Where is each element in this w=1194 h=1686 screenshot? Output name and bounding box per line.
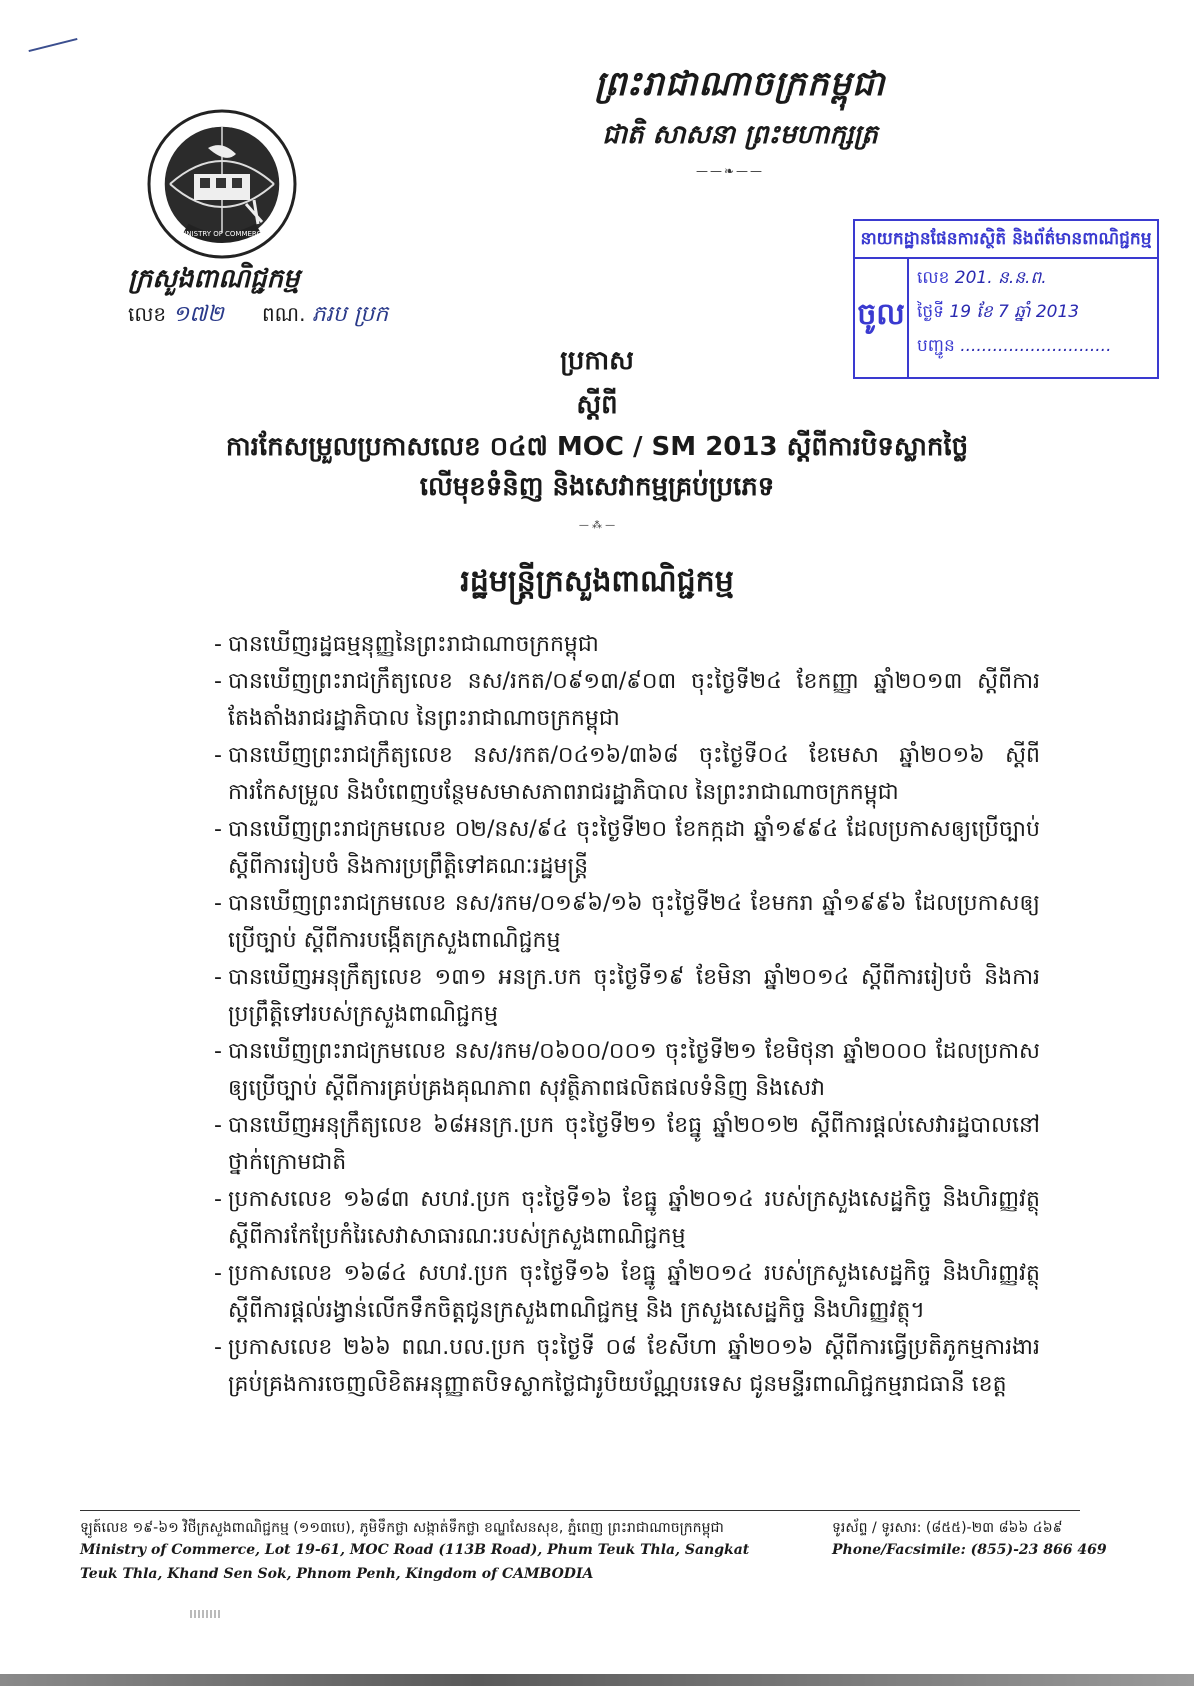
footer-address-kh: ឡូត៍លេខ ១៩-៦១ វិថីក្រសួងពាណិជ្ជកម្ម (១១៣បេ), ភូមិទឹកថ្លា សង្កាត់ទឹកថ្លា ខណ្ឌសែនសុខ, ភ្នំពេញ ព្រះរាជាណាចក្រកម្ពុជា xyxy=(80,1520,724,1536)
issuer-title: រដ្ឋមន្ត្រីក្រសួងពាណិជ្ជកម្ម xyxy=(460,564,734,599)
stamp-number-value: 201. ន.ន.ព. xyxy=(954,268,1047,288)
ref-prefix: លេខ xyxy=(128,302,167,326)
national-motto: ជាតិ សាសនា ព្រះមហាក្សត្រ xyxy=(602,120,878,150)
scan-speck xyxy=(190,1610,220,1618)
stamp-number-label: លេខ xyxy=(917,268,950,288)
preamble-item: - បានឃើញព្រះរាជក្រមលេខ ០២/នស/៩៤ ចុះថ្ងៃទី២០ ខែកក្កដា ឆ្នាំ១៩៩៤ ដែលប្រកាសឲ្យប្រើច្បាប់ស្ដីពីការរៀបចំ និងការប្រព្រឹត្តិទៅគណៈរដ្ឋមន្ត្រី xyxy=(214,811,1040,885)
stamp-date-label: ថ្ងៃទី xyxy=(917,302,944,322)
stamp-forward-value: ............................ xyxy=(960,336,1112,356)
stamp-side-label: ចូល xyxy=(855,257,909,377)
stamp-row-number xyxy=(917,267,1047,292)
stamp-title: នាយកដ្ឋានផែនការស្ថិតិ និងព័ត៌មានពាណិជ្ជកម្ម xyxy=(855,221,1157,259)
footer-phone-kh: ទូរស័ព្ទ / ទូរសារ: (៨៥៥)-២៣ ៨៦៦ ៤៦៩ xyxy=(832,1520,1063,1536)
title-divider: — ⁂ — xyxy=(578,520,616,531)
preamble-item: - ប្រកាសលេខ ២៦៦ ពណ.បល.ប្រក ចុះថ្ងៃទី ០៨ ខែសីហា ឆ្នាំ២០១៦ ស្ដីពីការធ្វើប្រតិភូកម្មការងារគ្រប់គ្រងការចេញលិខិតអនុញ្ញាតបិទស្លាកថ្លៃជារូបិយប័ណ្ណបរទេស ជូនមន្ទីរពាណិជ្ជកម្មរាជធានី ខេត្ត xyxy=(214,1329,1040,1403)
concerning-label: ស្ដីពី xyxy=(576,390,618,420)
ref-handwritten: ភរប ប្រក xyxy=(311,302,389,327)
stamp-forward-label: បញ្ជូន xyxy=(917,336,955,356)
footer-address-en-1: Ministry of Commerce, Lot 19-61, MOC Road (113B Road), Phum Teuk Thla, Sangkat xyxy=(80,1542,750,1558)
preamble-item: - បានឃើញអនុក្រឹត្យលេខ ៦៨អនក្រ.ប្រក ចុះថ្ងៃទី២១ ខែធ្នូ ឆ្នាំ២០១២ ស្ដីពីការផ្ដល់សេវារដ្ឋបាលនៅថ្នាក់ក្រោមជាតិ xyxy=(214,1107,1040,1181)
preamble-item: - ប្រកាសលេខ ១៦៨៣ សហវ.ប្រក ចុះថ្ងៃទី១៦ ខែធ្នូ ឆ្នាំ២០១៤ របស់ក្រសួងសេដ្ឋកិច្ច និងហិរញ្ញវត្ថុ ស្ដីពីការកែប្រែកំរៃសេវាសាធារណៈរបស់ក្រសួងពាណិជ្ជកម្ម xyxy=(214,1181,1040,1255)
ministry-name: ក្រសួងពាណិជ្ជកម្ម xyxy=(128,264,300,294)
scan-edge xyxy=(0,1674,1194,1686)
preamble-item: - បានឃើញព្រះរាជក្រឹត្យលេខ នស/រកត/០៩១៣/៩០៣ ចុះថ្ងៃទី២៤ ខែកញ្ញា ឆ្នាំ២០១៣ ស្ដីពីការតែងតាំងរាជរដ្ឋាភិបាល នៃព្រះរាជាណាចក្រកម្ពុជា xyxy=(214,663,1040,737)
preamble-item: - បានឃើញរដ្ឋធម្មនុញ្ញនៃព្រះរាជាណាចក្រកម្ពុជា xyxy=(214,626,1040,663)
ref-number: ១៧២ xyxy=(172,302,224,327)
preamble-item: - បានឃើញព្រះរាជក្រមលេខ នស/រកម/០៦០០/០០១ ចុះថ្ងៃទី២១ ខែមិថុនា ឆ្នាំ២០០០ ដែលប្រកាសឲ្យប្រើច្បាប់ ស្ដីពីការគ្រប់គ្រងគុណភាព សុវត្ថិភាពផលិតផលទំនិញ និងសេវា xyxy=(214,1033,1040,1107)
seal-caption: MINISTRY OF COMMERCE xyxy=(178,230,266,238)
ref-code: ពណ. xyxy=(261,302,306,326)
header-ornament: ——❧—— xyxy=(695,164,765,178)
footer-divider xyxy=(80,1510,1080,1511)
ministry-seal-icon xyxy=(146,108,298,260)
preamble-item: - បានឃើញព្រះរាជក្រមលេខ នស/រកម/០១៩៦/១៦ ចុះថ្ងៃទី២៤ ខែមករា ឆ្នាំ១៩៩៦ ដែលប្រកាសឲ្យប្រើច្បាប់ ស្ដីពីការបង្កើតក្រសួងពាណិជ្ជកម្ម xyxy=(214,885,1040,959)
preamble-item: - បានឃើញអនុក្រឹត្យលេខ ១៣១ អនក្រ.បក ចុះថ្ងៃទី១៩ ខែមិនា ឆ្នាំ២០១៤ ស្ដីពីការរៀបចំ និងការប្រព្រឹត្តិទៅរបស់ក្រសួងពាណិជ្ជកម្ម xyxy=(214,959,1040,1033)
pen-mark xyxy=(29,38,78,52)
stamp-row-date xyxy=(917,301,1079,326)
footer-phone-en: Phone/Facsimile: (855)-23 866 469 xyxy=(832,1542,1107,1558)
reference-line xyxy=(128,300,388,332)
subject-line-1: ការកែសម្រួលប្រកាសលេខ ០៤៧ MOC / SM 2013 ស្ដីពីការបិទស្លាកថ្លៃ xyxy=(225,432,969,462)
footer-address-en-2: Teuk Thla, Khand Sen Sok, Phnom Penh, Kingdom of CAMBODIA xyxy=(80,1566,594,1582)
subject-line-2: លើមុខទំនិញ និងសេវាកម្មគ្រប់ប្រភេទ xyxy=(419,472,775,502)
stamp-date-value: 19 ខែ 7 ឆ្នាំ 2013 xyxy=(949,302,1080,322)
preamble-item: - បានឃើញព្រះរាជក្រឹត្យលេខ នស/រកត/០៤១៦/៣៦៨ ចុះថ្ងៃទី០៤ ខែមេសា ឆ្នាំ២០១៦ ស្ដីពីការកែសម្រួល និងបំពេញបន្ថែមសមាសភាពរាជរដ្ឋាភិបាល នៃព្រះរាជាណាចក្រកម្ពុជា xyxy=(214,737,1040,811)
preamble-item: - ប្រកាសលេខ ១៦៨៤ សហវ.ប្រក ចុះថ្ងៃទី១៦ ខែធ្នូ ឆ្នាំ២០១៤ របស់ក្រសួងសេដ្ឋកិច្ច និងហិរញ្ញវត្ថុ ស្ដីពីការផ្ដល់រង្វាន់លើកទឹកចិត្តជូនក្រសួងពាណិជ្ជកម្ម និង ក្រសួងសេដ្ឋកិច្ច និងហិរញ្ញវត្ថុ។ xyxy=(214,1255,1040,1329)
document-type-title: ប្រកាស xyxy=(560,346,634,376)
kingdom-title: ព្រះរាជាណាចក្រកម្ពុជា xyxy=(594,64,886,104)
preamble-list xyxy=(214,626,1040,1403)
